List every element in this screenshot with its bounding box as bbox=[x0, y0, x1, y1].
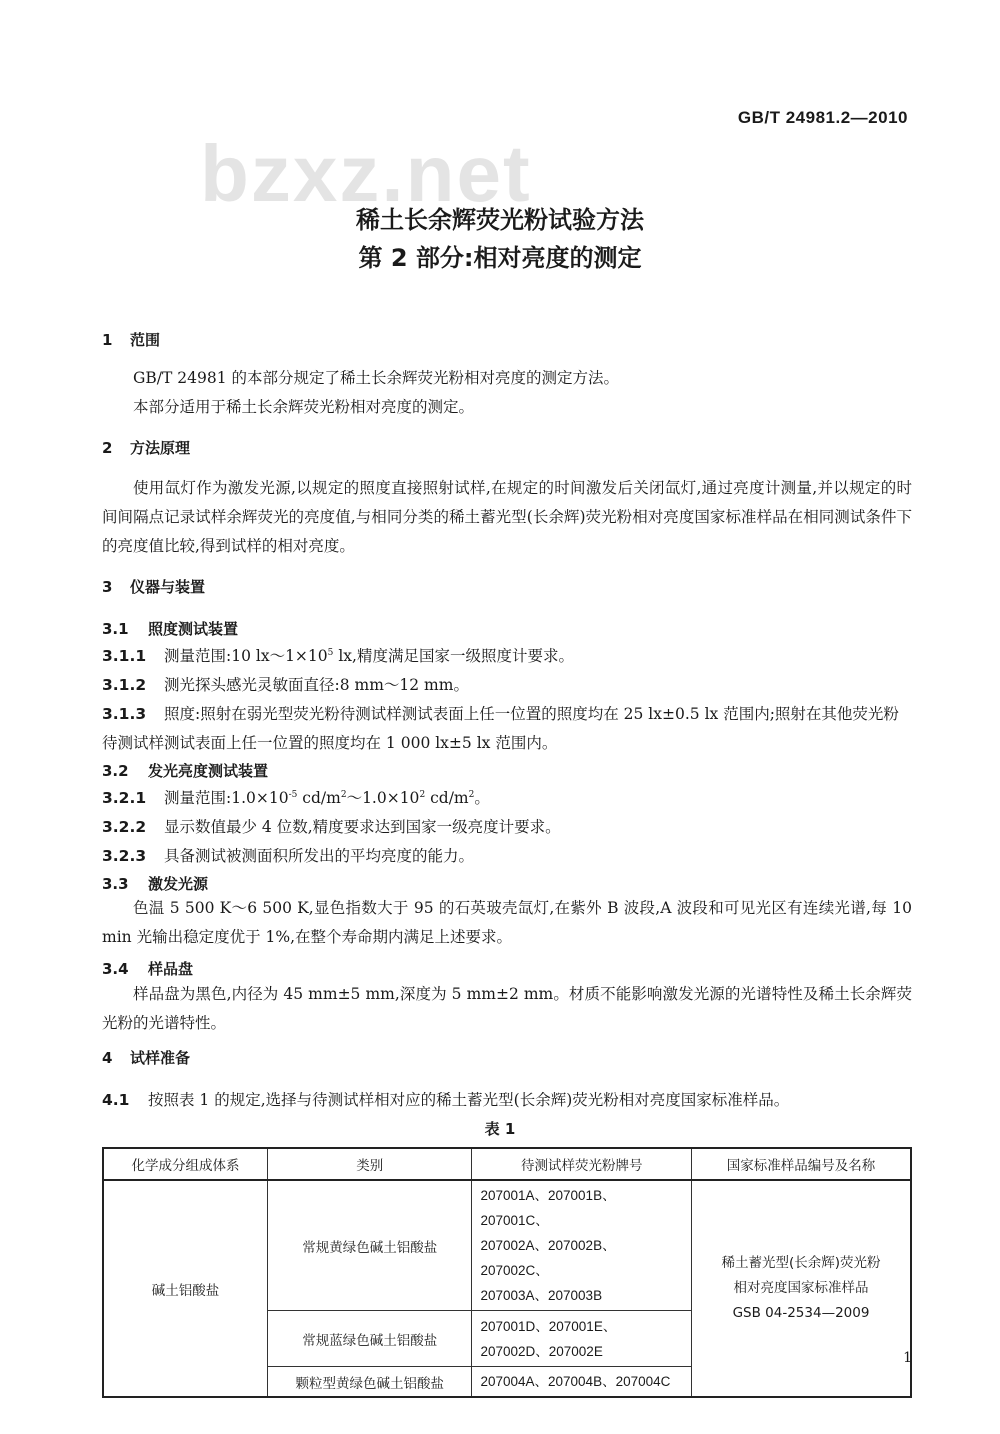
section-number: 3 bbox=[102, 578, 113, 596]
page-number: 1 bbox=[903, 1350, 912, 1366]
table-cell-category: 常规蓝绿色碱土铝酸盐 bbox=[268, 1311, 472, 1367]
table-cell-category: 颗粒型黄绿色碱土铝酸盐 bbox=[268, 1367, 472, 1398]
section-title: 照度测试装置 bbox=[148, 620, 239, 638]
clause-3-2-1 bbox=[102, 784, 912, 813]
grade-line: 207002A、207002B、207002C、 bbox=[480, 1238, 616, 1278]
table-header-row bbox=[103, 1148, 911, 1180]
clause-number: 3.2.2 bbox=[102, 818, 147, 836]
table-cell-grades bbox=[472, 1311, 692, 1367]
clause-number: 3.2.3 bbox=[102, 847, 147, 865]
clause-3-1-2 bbox=[102, 671, 912, 700]
section-title: 方法原理 bbox=[130, 439, 191, 457]
section-title: 发光亮度测试装置 bbox=[148, 762, 269, 780]
section-title: 激发光源 bbox=[148, 875, 209, 893]
superscript: 2 bbox=[468, 789, 475, 800]
section-number: 3.4 bbox=[102, 960, 129, 978]
standard-line: GSB 04-2534—2009 bbox=[732, 1305, 870, 1321]
section-number: 3.3 bbox=[102, 875, 129, 893]
clause-text: ～1.0×10 bbox=[346, 789, 420, 807]
clause-text: cd/m bbox=[297, 789, 341, 807]
clause-text: 测光探头感光灵敏面直径:8 mm～12 mm。 bbox=[164, 676, 469, 694]
clause-text: 。 bbox=[474, 789, 490, 807]
superscript: 5 bbox=[327, 647, 334, 658]
section-number: 3.1 bbox=[102, 620, 129, 638]
clause-number: 3.1.3 bbox=[102, 705, 147, 723]
clause-number: 3.1.1 bbox=[102, 647, 147, 665]
section-1-heading bbox=[102, 329, 160, 350]
standard-line: 稀土蓄光型(长余辉)荧光粉 bbox=[721, 1255, 881, 1271]
superscript: 2 bbox=[340, 789, 347, 800]
clause-text: 显示数值最少 4 位数,精度要求达到国家一级亮度计要求。 bbox=[164, 818, 561, 836]
clause-3-1-1 bbox=[102, 642, 912, 671]
clause-number: 4.1 bbox=[102, 1091, 130, 1109]
subsection-3-1-heading bbox=[102, 618, 238, 639]
section-number: 4 bbox=[102, 1049, 113, 1067]
clause-text: 测量范围:1.0×10 bbox=[164, 789, 289, 807]
standard-line: 相对亮度国家标准样品 bbox=[733, 1280, 869, 1296]
table-1 bbox=[102, 1147, 912, 1398]
standard-code: GB/T 24981.2—2010 bbox=[737, 108, 908, 127]
table-header-cell: 待测试样荧光粉牌号 bbox=[472, 1148, 692, 1180]
clause-text: 测量范围:10 lx～1×10 bbox=[164, 647, 328, 665]
paragraph: 使用氙灯作为激发光源,以规定的照度直接照射试样,在规定的时间激发后关闭氙灯,通过亮度计测量,并以规定的时间间隔点记录试样余辉荧光的亮度值,与相同分类的稀土蓄光型(长余辉)荧光粉相对亮度国家标准样品在相同测试条件下的亮度值比较,得到试样的相对亮度。 bbox=[102, 479, 912, 555]
paragraph: 样品盘为黑色,内径为 45 mm±5 mm,深度为 5 mm±2 mm。材质不能影响激发光源的光谱特性及稀土长余辉荧光粉的光谱特性。 bbox=[102, 985, 912, 1032]
section-2-heading bbox=[102, 437, 190, 458]
table-cell-grades bbox=[472, 1180, 692, 1311]
table-cell-standard bbox=[692, 1180, 911, 1397]
clause-3-2-3 bbox=[102, 842, 912, 871]
document-title: 稀土长余辉荧光粉试验方法 bbox=[356, 206, 644, 234]
grade-line: 207001A、207001B、207001C、 bbox=[480, 1188, 616, 1228]
clause-text: cd/m bbox=[425, 789, 469, 807]
grade-line: 207002D、207002E bbox=[480, 1343, 603, 1359]
document-subtitle: 第 2 部分:相对亮度的测定 bbox=[358, 244, 642, 272]
section-title: 样品盘 bbox=[148, 960, 194, 978]
section-number: 1 bbox=[102, 331, 113, 349]
subsection-3-2-heading bbox=[102, 760, 268, 781]
grade-line: 207003A、207003B bbox=[480, 1288, 603, 1303]
clause-4-1 bbox=[102, 1086, 912, 1115]
section-title: 试样准备 bbox=[130, 1049, 191, 1067]
clause-text: lx,精度满足国家一级照度计要求。 bbox=[333, 647, 574, 665]
superscript: -5 bbox=[288, 789, 298, 800]
paragraph: 色温 5 500 K～6 500 K,显色指数大于 95 的石英玻壳氙灯,在紫外 B 波段,A 波段和可见光区有连续光谱,每 10 min 光输出稳定度优于 1%,在整个寿命期内满足上述要求。 bbox=[102, 899, 912, 946]
table-row bbox=[103, 1180, 911, 1311]
clause-text: 具备测试被测面积所发出的平均亮度的能力。 bbox=[164, 847, 475, 865]
clause-number: 3.2.1 bbox=[102, 789, 147, 807]
grade-line: 207004A、207004B、207004C bbox=[480, 1374, 671, 1389]
table-header-cell: 国家标准样品编号及名称 bbox=[692, 1148, 911, 1180]
table-cell-system: 碱土铝酸盐 bbox=[103, 1180, 268, 1397]
table-header-cell: 化学成分组成体系 bbox=[103, 1148, 268, 1180]
subsection-3-4-heading bbox=[102, 958, 193, 979]
section-number: 2 bbox=[102, 439, 113, 457]
section-4-heading bbox=[102, 1047, 190, 1068]
paragraph: 本部分适用于稀土长余辉荧光粉相对亮度的测定。 bbox=[133, 398, 475, 416]
table-cell-category: 常规黄绿色碱土铝酸盐 bbox=[268, 1180, 472, 1311]
watermark: bzxz.net bbox=[200, 129, 532, 218]
section-3-heading bbox=[102, 576, 205, 597]
clause-text: 照度:照射在弱光型荧光粉待测试样测试表面上任一位置的照度均在 25 lx±0.5 lx 范围内;照射在其他荧光粉待测试样测试表面上任一位置的照度均在 1 000 lx±5 lx 范围内。 bbox=[102, 705, 899, 752]
paragraph: GB/T 24981 的本部分规定了稀土长余辉荧光粉相对亮度的测定方法。 bbox=[133, 369, 619, 387]
table-caption: 表 1 bbox=[484, 1120, 516, 1138]
table-header-cell: 类别 bbox=[268, 1148, 472, 1180]
subsection-3-3-heading bbox=[102, 873, 208, 894]
clause-text: 按照表 1 的规定,选择与待测试样相对应的稀土蓄光型(长余辉)荧光粉相对亮度国家标准样品。 bbox=[148, 1091, 790, 1109]
superscript: 2 bbox=[419, 789, 426, 800]
clause-3-2-2 bbox=[102, 813, 912, 842]
table-cell-grades bbox=[472, 1367, 692, 1398]
section-title: 范围 bbox=[130, 331, 161, 349]
section-title: 仪器与装置 bbox=[130, 578, 206, 596]
clause-3-1-3 bbox=[102, 700, 912, 758]
section-number: 3.2 bbox=[102, 762, 129, 780]
grade-line: 207001D、207001E、 bbox=[480, 1318, 617, 1334]
clause-number: 3.1.2 bbox=[102, 676, 147, 694]
